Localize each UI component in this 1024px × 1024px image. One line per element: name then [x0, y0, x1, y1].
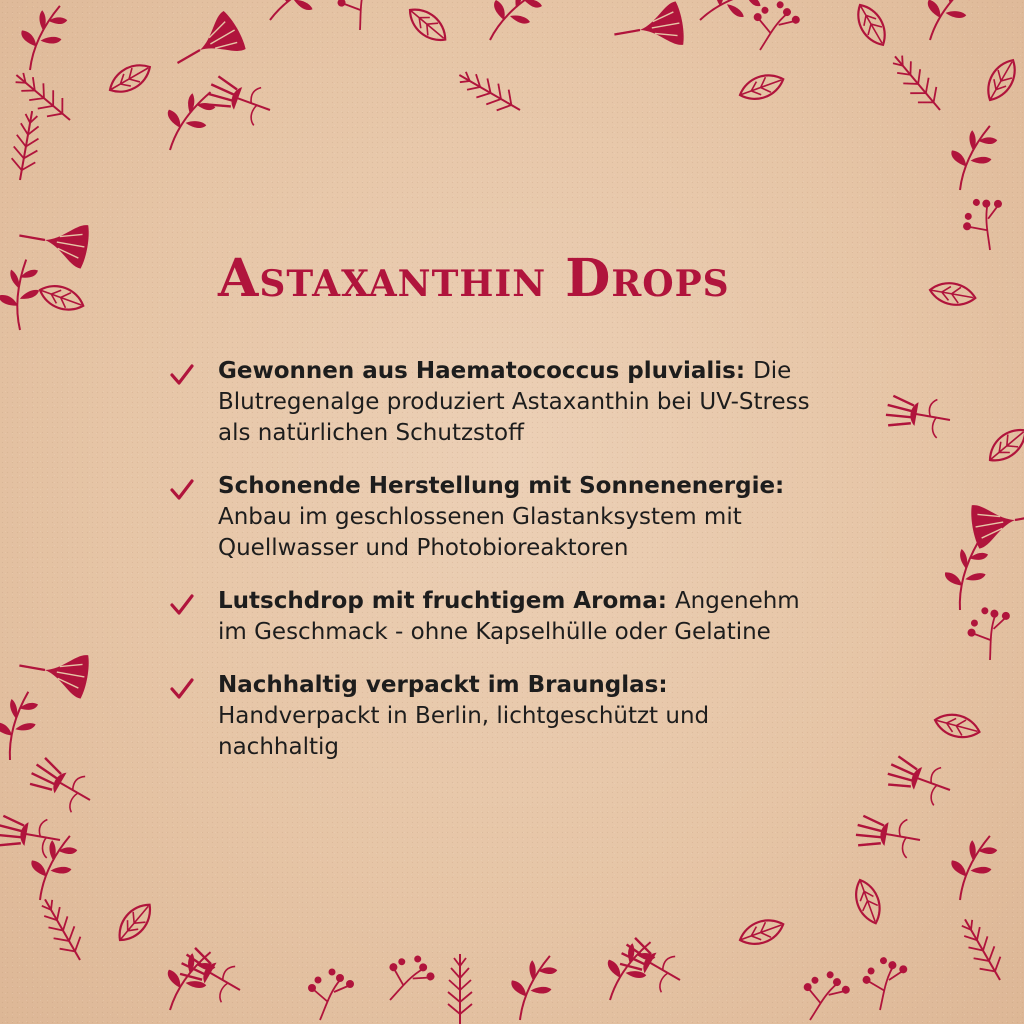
feature-text: Die Blutregenalge produziert Astaxanthin bei UV-Stress als natürlichen Schutzstoff: [218, 358, 810, 446]
feature-text: Angenehm im Geschmack - ohne Kapselhülle oder Gelatine: [218, 588, 800, 645]
feature-text: Anbau im geschlossenen Glastanksystem mit Quellwasser und Photobioreaktoren: [218, 504, 742, 561]
checkmark-icon: [170, 479, 194, 501]
feature-heading: Lutschdrop mit fruchtigem Aroma:: [218, 588, 675, 614]
feature-heading: Schonende Herstellung mit Sonnenenergie:: [218, 473, 785, 499]
checkmark-icon: [170, 678, 194, 700]
checkmark-icon: [170, 364, 194, 386]
page-title: Astaxanthin Drops: [218, 248, 730, 309]
list-item: [170, 471, 830, 564]
list-item: [170, 356, 830, 449]
feature-heading: Gewonnen aus Haematococcus pluvialis:: [218, 358, 754, 384]
list-item: [170, 586, 830, 648]
feature-list: [170, 356, 830, 785]
list-item: [170, 670, 830, 763]
checkmark-icon: [170, 594, 194, 616]
feature-text: Handverpackt in Berlin, lichtgeschützt und nachhaltig: [218, 703, 710, 760]
feature-heading: Nachhaltig verpackt im Braunglas:: [218, 672, 668, 698]
